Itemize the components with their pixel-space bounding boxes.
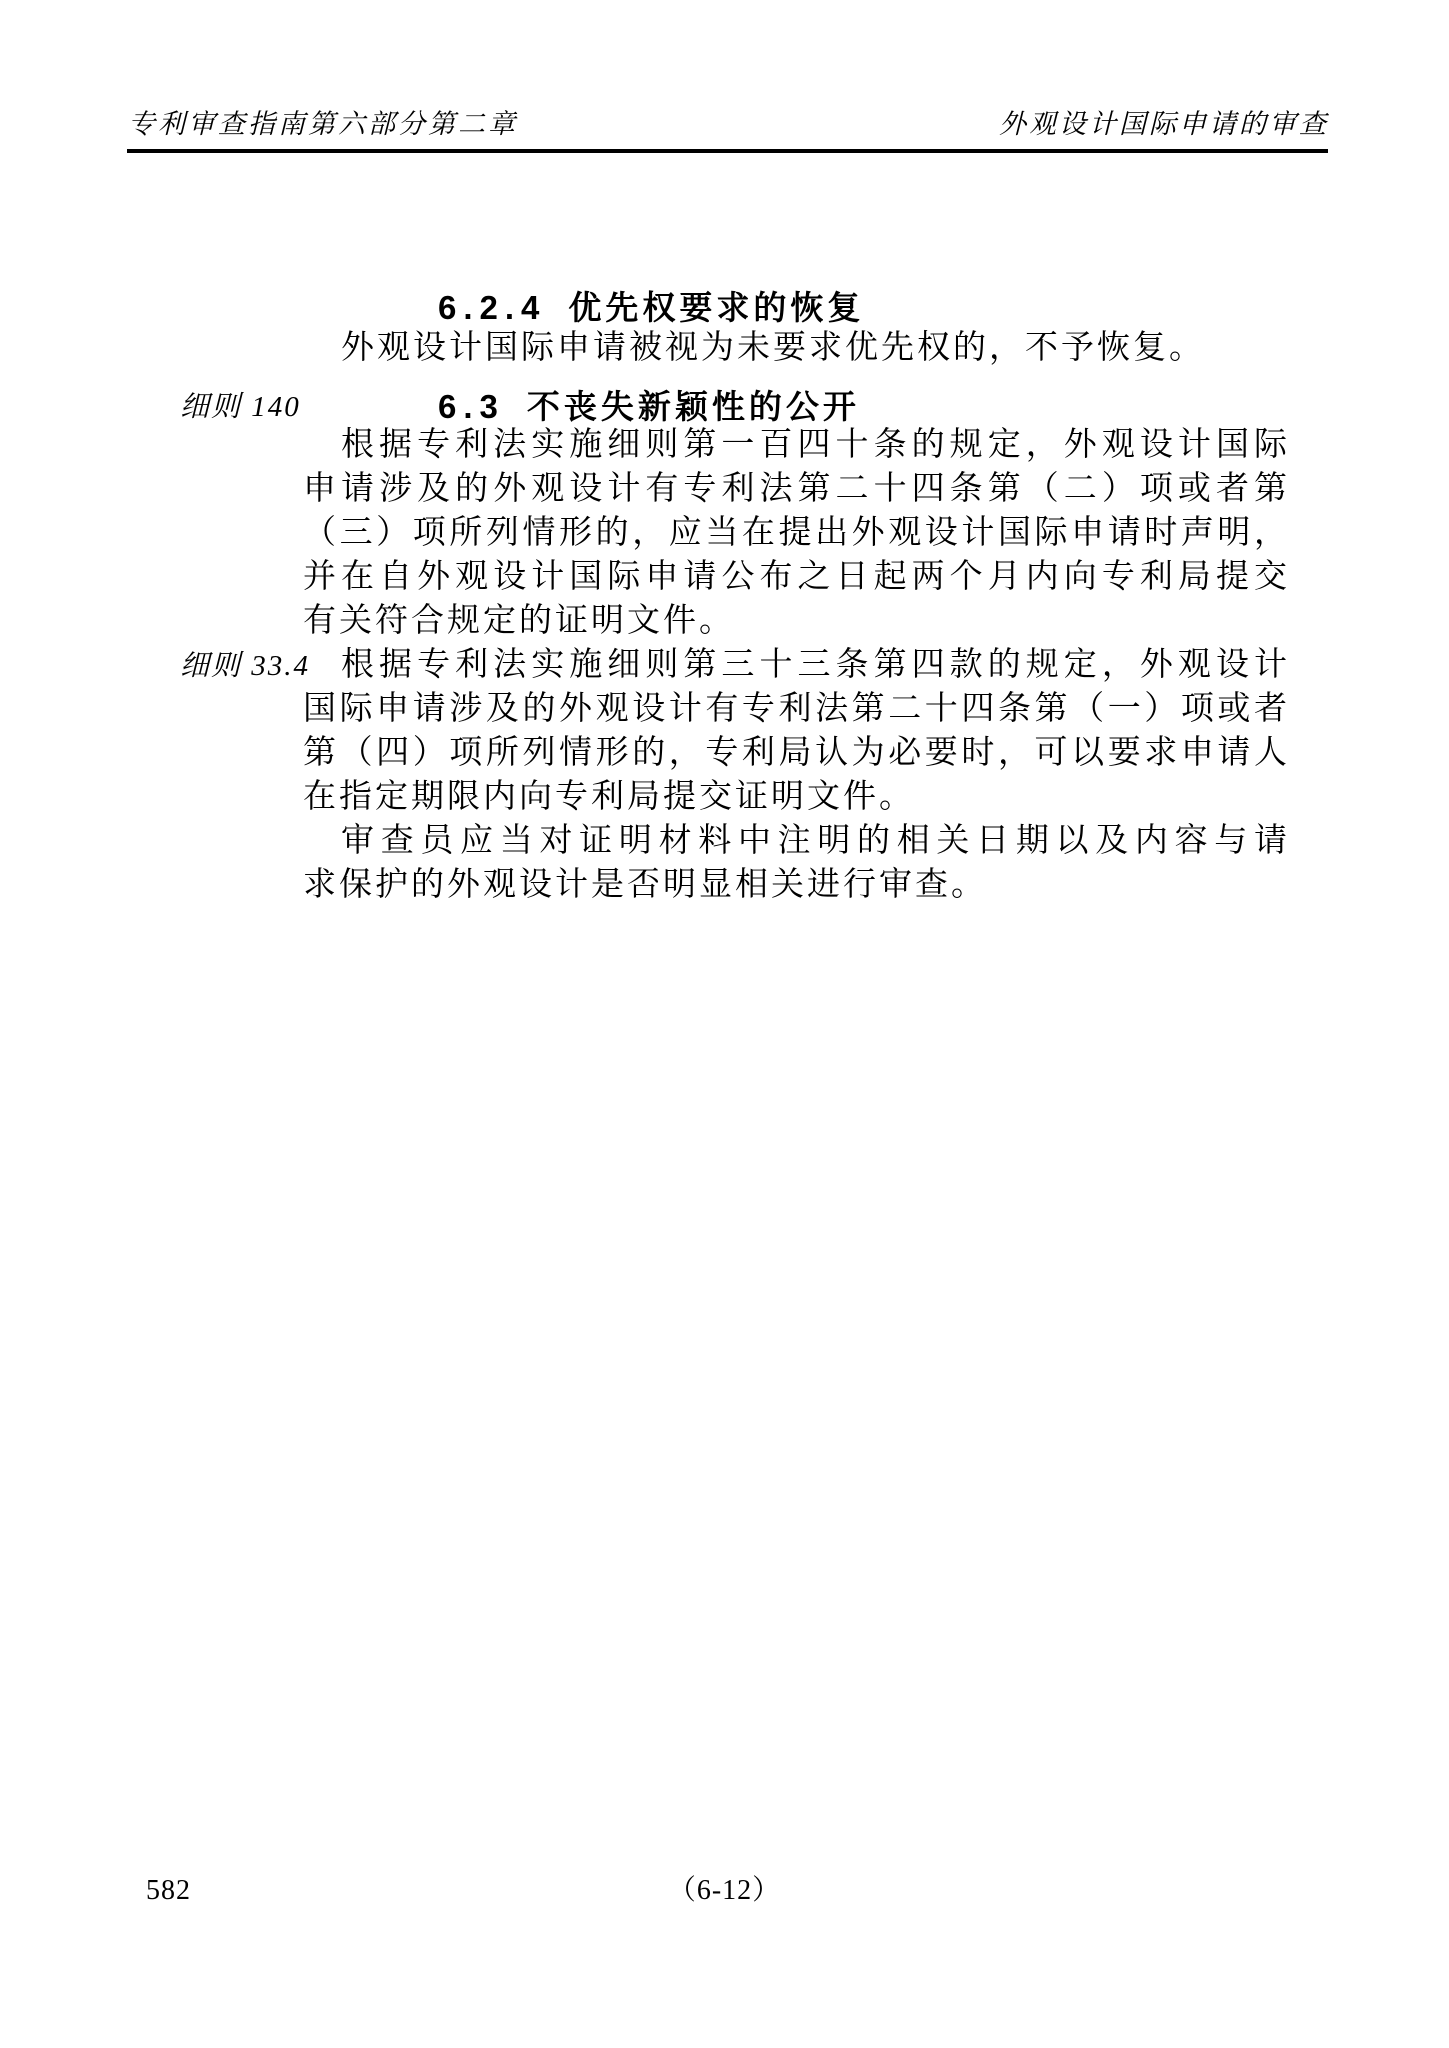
header-left-title: 专利审查指南第六部分第二章 [128, 109, 518, 139]
paragraph-line: （三）项所列情形的，应当在提出外观设计国际申请时声明， [303, 515, 1290, 551]
paragraph-line: 在指定期限内向专利局提交证明文件。 [303, 779, 915, 815]
section-title-6-3: 不丧失新颖性的公开 [526, 388, 860, 425]
paragraph-line: 外观设计国际申请被视为未要求优先权的，不予恢复。 [341, 330, 1205, 366]
section-number-6-3: 6.3 [438, 388, 505, 425]
body-text-block [303, 423, 1290, 907]
paragraph-line: 国际申请涉及的外观设计有专利法第二十四条第（一）项或者 [303, 691, 1290, 727]
margin-note-rule-33-4: 细则 33.4 [180, 650, 311, 682]
paragraph-line: 并在自外观设计国际申请公布之日起两个月内向专利局提交 [303, 559, 1290, 595]
margin-note-rule-140: 细则 140 [180, 391, 301, 423]
header-right-title: 外观设计国际申请的审查 [999, 109, 1329, 139]
paragraph-line: 审查员应当对证明材料中注明的相关日期以及内容与请 [341, 823, 1290, 859]
page-number: 582 [146, 1875, 191, 1906]
section-title-6-2-4: 优先权要求的恢复 [568, 289, 865, 326]
section-number-6-2-4: 6.2.4 [438, 289, 547, 326]
part-page-number: （6-12） [667, 1875, 782, 1906]
paragraph-line: 根据专利法实施细则第三十三条第四款的规定，外观设计 [341, 647, 1290, 683]
paragraph-line: 申请涉及的外观设计有专利法第二十四条第（二）项或者第 [303, 471, 1290, 507]
paragraph-line: 第（四）项所列情形的，专利局认为必要时，可以要求申请人 [303, 735, 1290, 771]
paragraph-line: 求保护的外观设计是否明显相关进行审查。 [303, 867, 987, 903]
paragraph-line: 根据专利法实施细则第一百四十条的规定，外观设计国际 [341, 427, 1290, 463]
section-heading-6-2-4 [438, 286, 864, 330]
paragraph-line: 有关符合规定的证明文件。 [303, 603, 735, 639]
header-rule [127, 149, 1328, 153]
